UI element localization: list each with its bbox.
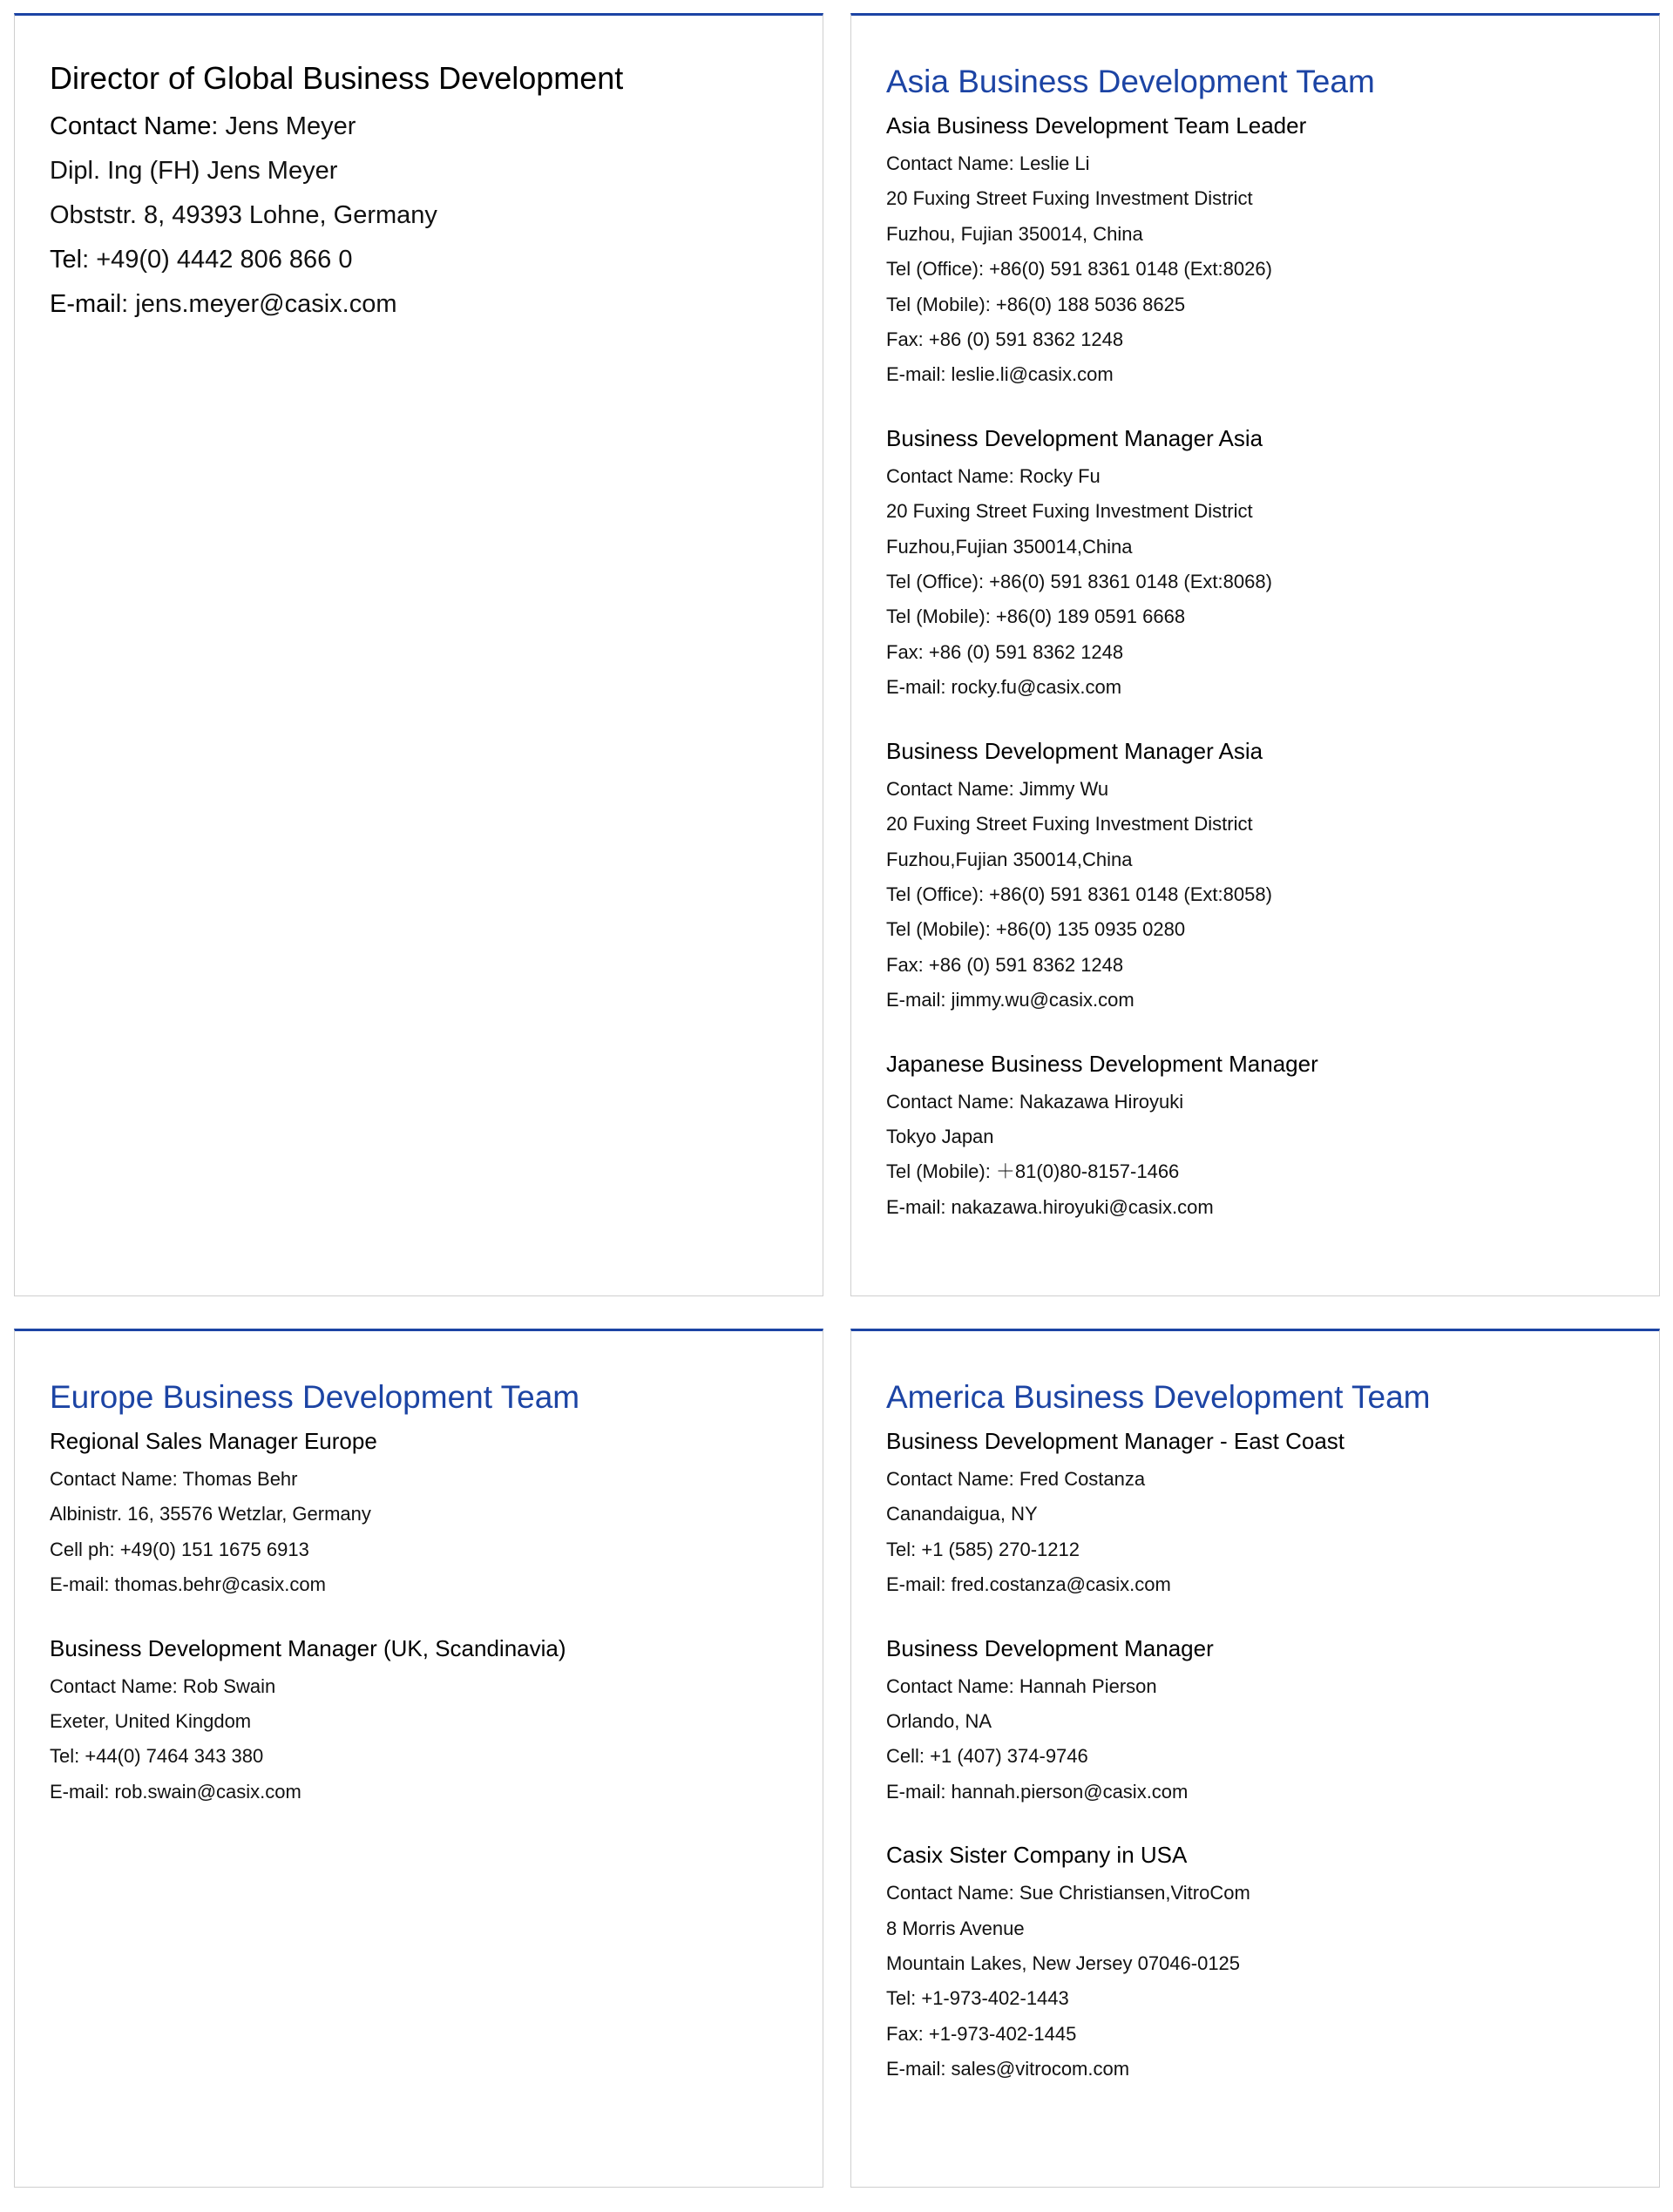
contact-block: [886, 423, 1633, 706]
contact-detail-line: Orlando, NA: [886, 1710, 992, 1733]
contact-detail-line: Tel: +1 (585) 270-1212: [886, 1538, 1080, 1560]
contact-block: [50, 1633, 796, 1810]
contact-detail-line: Tel: +1-973-402-1443: [886, 1987, 1069, 2010]
europe-team-card: [14, 1329, 823, 2188]
contact-block: [886, 1425, 1633, 1603]
contact-detail-line: Tel (Office): +86(0) 591 8361 0148 (Ext:8026): [886, 258, 1272, 281]
contact-detail-line: Cell ph: +49(0) 151 1675 6913: [50, 1538, 309, 1560]
director-title: Director of Global Business Development: [50, 60, 624, 96]
contact-detail-line: Tel (Mobile): +86(0) 135 0935 0280: [886, 918, 1186, 941]
contact-block: [886, 1839, 1633, 2087]
contact-role: Business Development Manager Asia: [886, 737, 1263, 764]
contact-detail-line: Albinistr. 16, 35576 Wetzlar, Germany: [50, 1503, 371, 1525]
contact-block: [50, 1425, 796, 1603]
contact-detail-line: Exeter, United Kingdom: [50, 1710, 252, 1733]
contact-email[interactable]: E-mail: jimmy.wu@casix.com: [886, 989, 1135, 1011]
contact-block: [886, 1048, 1633, 1226]
contact-detail-line: Tokyo Japan: [886, 1125, 994, 1147]
contact-detail-line: Contact Name: Hannah Pierson: [886, 1674, 1157, 1697]
contact-label: Contact Name: [50, 112, 212, 140]
contact-block: [886, 1633, 1633, 1810]
contact-role: Business Development Manager: [886, 1634, 1214, 1661]
contact-detail-line: Fax: +1-973-402-1445: [886, 2022, 1077, 2045]
contact-role: Business Development Manager (UK, Scandinavia): [50, 1634, 566, 1661]
contact-value: Jens Meyer: [225, 112, 356, 140]
contact-detail-line: Contact Name: Fred Costanza: [886, 1468, 1146, 1490]
asia-team-card: [850, 13, 1660, 1296]
contact-email[interactable]: E-mail: nakazawa.hiroyuki@casix.com: [886, 1195, 1214, 1218]
director-tel: Tel: +49(0) 4442 806 866 0: [50, 246, 353, 274]
tel-label: Tel: [50, 246, 83, 274]
contact-email[interactable]: E-mail: rob.swain@casix.com: [50, 1780, 301, 1803]
contact-detail-line: Tel (Mobile): +86(0) 189 0591 6668: [886, 605, 1186, 628]
contact-role: Casix Sister Company in USA: [886, 1842, 1188, 1869]
contact-email[interactable]: E-mail: sales@vitrocom.com: [886, 2058, 1130, 2080]
contact-detail-line: Tel (Office): +86(0) 591 8361 0148 (Ext:8058): [886, 883, 1272, 905]
contact-detail-line: Fax: +86 (0) 591 8362 1248: [886, 953, 1124, 976]
contact-block: [886, 110, 1633, 393]
contact-role: Regional Sales Manager Europe: [50, 1428, 377, 1454]
america-team-title: America Business Development Team: [886, 1379, 1431, 1415]
contact-detail-line: Tel: +44(0) 7464 343 380: [50, 1745, 264, 1768]
contact-role: Business Development Manager Asia: [886, 424, 1263, 451]
america-team-card: [850, 1329, 1660, 2188]
asia-team-title: Asia Business Development Team: [886, 64, 1375, 99]
contact-detail-line: Contact Name: Rocky Fu: [886, 464, 1101, 487]
contact-email[interactable]: E-mail: rocky.fu@casix.com: [886, 676, 1122, 699]
contact-detail-line: 8 Morris Avenue: [886, 1917, 1025, 1939]
contact-detail-line: Contact Name: Jimmy Wu: [886, 777, 1109, 800]
asia-contacts: [886, 110, 1633, 1225]
email-link[interactable]: jens.meyer@casix.com: [135, 290, 397, 318]
asia-content: [886, 63, 1633, 1255]
europe-content: [50, 1378, 796, 1839]
contact-role: Asia Business Development Team Leader: [886, 112, 1307, 139]
contact-detail-line: Contact Name: Thomas Behr: [50, 1468, 298, 1490]
director-credential: Dipl. Ing (FH) Jens Meyer: [50, 157, 338, 185]
email-label: E-mail: [50, 290, 122, 318]
contact-detail-line: Fuzhou,Fujian 350014,China: [886, 848, 1133, 870]
tel-value: +49(0) 4442 806 866 0: [96, 246, 353, 274]
contact-detail-line: Fuzhou, Fujian 350014, China: [886, 222, 1143, 245]
contact-email[interactable]: E-mail: hannah.pierson@casix.com: [886, 1780, 1189, 1803]
contact-detail-line: Fax: +86 (0) 591 8362 1248: [886, 640, 1124, 663]
contact-detail-line: Mountain Lakes, New Jersey 07046-0125: [886, 1952, 1241, 1975]
director-contact-name: Contact Name: Jens Meyer: [50, 112, 356, 140]
europe-contacts: [50, 1425, 796, 1810]
contact-role: Business Development Manager - East Coast: [886, 1428, 1345, 1454]
contact-detail-line: Contact Name: Sue Christiansen,VitroCom: [886, 1882, 1250, 1904]
contact-email[interactable]: E-mail: thomas.behr@casix.com: [50, 1573, 326, 1596]
contact-role: Japanese Business Development Manager: [886, 1050, 1318, 1077]
contact-detail-line: Tel (Office): +86(0) 591 8361 0148 (Ext:8068): [886, 571, 1272, 593]
contact-detail-line: Canandaigua, NY: [886, 1503, 1038, 1525]
director-card: [14, 13, 823, 1296]
contact-detail-line: Fuzhou,Fujian 350014,China: [886, 535, 1133, 558]
contact-email[interactable]: E-mail: fred.costanza@casix.com: [886, 1573, 1171, 1596]
contact-email[interactable]: E-mail: leslie.li@casix.com: [886, 363, 1114, 386]
contact-block: [886, 735, 1633, 1018]
director-email[interactable]: E-mail: jens.meyer@casix.com: [50, 290, 397, 318]
contact-detail-line: Tel (Mobile): ＋81(0)80-8157-1466: [886, 1160, 1180, 1183]
contact-detail-line: 20 Fuxing Street Fuxing Investment District: [886, 813, 1253, 835]
contact-detail-line: 20 Fuxing Street Fuxing Investment District: [886, 187, 1253, 210]
america-contacts: [886, 1425, 1633, 2087]
director-address: Obststr. 8, 49393 Lohne, Germany: [50, 201, 437, 229]
contact-detail-line: Contact Name: Leslie Li: [886, 152, 1090, 174]
contact-detail-line: Cell: +1 (407) 374-9746: [886, 1745, 1088, 1768]
director-content: [50, 59, 796, 327]
contact-detail-line: Tel (Mobile): +86(0) 188 5036 8625: [886, 293, 1186, 315]
america-content: [886, 1378, 1633, 2117]
contact-detail-line: Contact Name: Nakazawa Hiroyuki: [886, 1090, 1184, 1113]
europe-team-title: Europe Business Development Team: [50, 1379, 580, 1415]
contact-detail-line: Fax: +86 (0) 591 8362 1248: [886, 328, 1124, 351]
contact-detail-line: Contact Name: Rob Swain: [50, 1674, 276, 1697]
contact-detail-line: 20 Fuxing Street Fuxing Investment District: [886, 500, 1253, 523]
